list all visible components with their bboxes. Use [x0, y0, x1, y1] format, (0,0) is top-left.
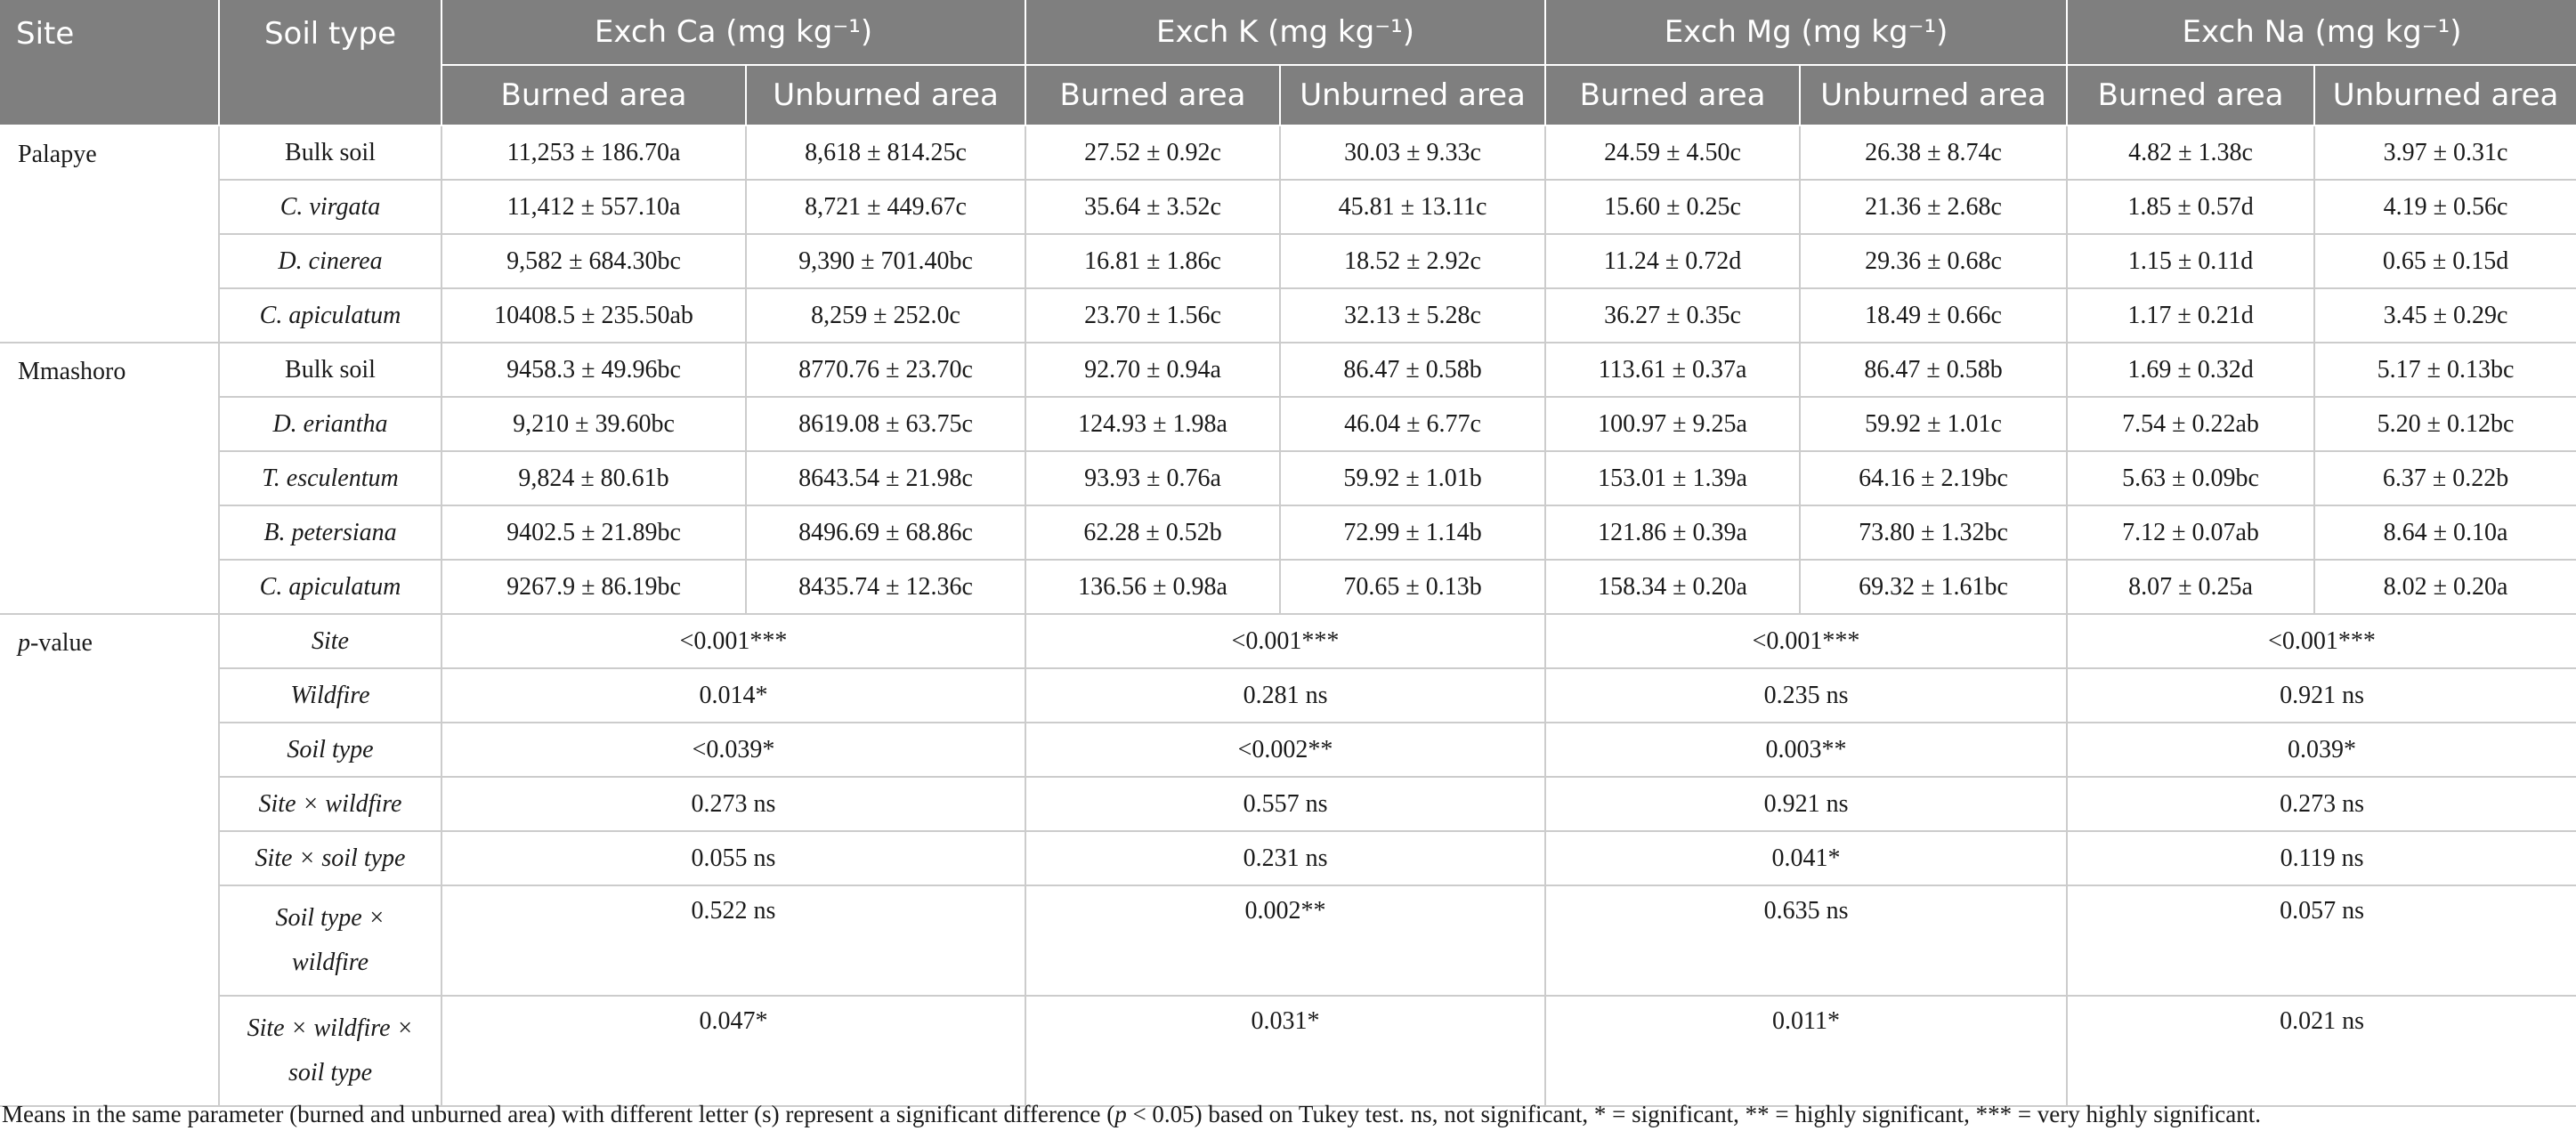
soil-type-cell: C. apiculatum — [219, 288, 441, 343]
pvalue-cell: 0.003** — [1545, 723, 2067, 777]
pvalue-cell: 0.057 ns — [2067, 885, 2576, 996]
value-cell: 11.24 ± 0.72d — [1545, 234, 1800, 288]
table-row — [0, 996, 2576, 1106]
value-cell: 86.47 ± 0.58b — [1280, 343, 1545, 397]
table-row — [0, 125, 2576, 180]
unburned-area-header: Unburned area — [746, 65, 1025, 125]
soil-type-cell: T. esculentum — [219, 451, 441, 505]
burned-area-header: Burned area — [2067, 65, 2314, 125]
value-cell: 32.13 ± 5.28c — [1280, 288, 1545, 343]
pvalue-cell: <0.039* — [441, 723, 1025, 777]
value-cell: 1.17 ± 0.21d — [2067, 288, 2314, 343]
value-cell: 9,210 ± 39.60bc — [441, 397, 746, 451]
factor-cell — [219, 668, 441, 723]
value-cell: 18.52 ± 2.92c — [1280, 234, 1545, 288]
value-cell: 5.17 ± 0.13bc — [2314, 343, 2576, 397]
value-cell: 158.34 ± 0.20a — [1545, 560, 1800, 614]
value-cell: 7.54 ± 0.22ab — [2067, 397, 2314, 451]
value-cell: 9,824 ± 80.61b — [441, 451, 746, 505]
value-cell: 30.03 ± 9.33c — [1280, 125, 1545, 180]
pvalue-label — [0, 614, 219, 1106]
footnote-text-after: < 0.05) based on Tukey test. ns, not significant, * = significant, ** = highly significant, *** = very highly significant. — [1126, 1101, 2261, 1127]
factor-cell — [219, 996, 441, 1106]
factor-cell — [219, 885, 441, 996]
footnote-p-symbol: p — [1114, 1101, 1127, 1127]
pvalue-cell: 0.522 ns — [441, 885, 1025, 996]
table-row — [0, 614, 2576, 668]
unburned-area-header: Unburned area — [2314, 65, 2576, 125]
value-cell: 8,259 ± 252.0c — [746, 288, 1025, 343]
value-cell: 18.49 ± 0.66c — [1800, 288, 2067, 343]
pvalue-cell: 0.921 ns — [2067, 668, 2576, 723]
burned-area-header: Burned area — [1545, 65, 1800, 125]
pvalue-cell: <0.002** — [1025, 723, 1545, 777]
value-cell: 7.12 ± 0.07ab — [2067, 505, 2314, 560]
pvalue-cell: 0.047* — [441, 996, 1025, 1106]
burned-area-header: Burned area — [441, 65, 746, 125]
table-row — [0, 885, 2576, 996]
value-cell: 1.69 ± 0.32d — [2067, 343, 2314, 397]
value-cell: 24.59 ± 4.50c — [1545, 125, 1800, 180]
soil-type-cell: D. cinerea — [219, 234, 441, 288]
value-cell: 70.65 ± 0.13b — [1280, 560, 1545, 614]
pvalue-cell: 0.281 ns — [1025, 668, 1545, 723]
table-row — [0, 560, 2576, 614]
table-body — [0, 125, 2576, 1106]
pvalue-cell: 0.014* — [441, 668, 1025, 723]
factor-label: Site × wildfire — [258, 789, 402, 818]
factor-label-cont: wildfire — [291, 949, 369, 976]
site-header: Site — [0, 0, 219, 125]
pvalue-cell: <0.001*** — [2067, 614, 2576, 668]
value-cell: 23.70 ± 1.56c — [1025, 288, 1280, 343]
table-row — [0, 777, 2576, 831]
pvalue-cell: <0.001*** — [441, 614, 1025, 668]
value-cell: 8496.69 ± 68.86c — [746, 505, 1025, 560]
pvalue-cell: 0.041* — [1545, 831, 2067, 885]
table-row — [0, 451, 2576, 505]
value-cell: 73.80 ± 1.32bc — [1800, 505, 2067, 560]
pvalue-cell: 0.557 ns — [1025, 777, 1545, 831]
soil-type-cell: D. eriantha — [219, 397, 441, 451]
unburned-area-header: Unburned area — [1280, 65, 1545, 125]
pvalue-cell: 0.635 ns — [1545, 885, 2067, 996]
value-cell: 0.65 ± 0.15d — [2314, 234, 2576, 288]
value-cell: 16.81 ± 1.86c — [1025, 234, 1280, 288]
value-cell: 3.45 ± 0.29c — [2314, 288, 2576, 343]
value-cell: 46.04 ± 6.77c — [1280, 397, 1545, 451]
pvalue-cell: 0.021 ns — [2067, 996, 2576, 1106]
value-cell: 153.01 ± 1.39a — [1545, 451, 1800, 505]
unburned-area-header: Unburned area — [1800, 65, 2067, 125]
value-cell: 1.85 ± 0.57d — [2067, 180, 2314, 234]
value-cell: 6.37 ± 0.22b — [2314, 451, 2576, 505]
burned-area-header: Burned area — [1025, 65, 1280, 125]
value-cell: 8643.54 ± 21.98c — [746, 451, 1025, 505]
value-cell: 3.97 ± 0.31c — [2314, 125, 2576, 180]
soil-type-header: Soil type — [219, 0, 441, 125]
pvalue-cell: 0.231 ns — [1025, 831, 1545, 885]
pvalue-cell: 0.055 ns — [441, 831, 1025, 885]
soil-type-cell: Bulk soil — [219, 125, 441, 180]
value-cell: 9458.3 ± 49.96bc — [441, 343, 746, 397]
pvalue-cell: 0.921 ns — [1545, 777, 2067, 831]
exch-k-header: Exch K (mg kg⁻¹) — [1025, 0, 1545, 65]
pvalue-cell: 0.011* — [1545, 996, 2067, 1106]
table-footnote — [2, 1101, 2261, 1128]
pvalue-cell: 0.031* — [1025, 996, 1545, 1106]
exch-ca-header: Exch Ca (mg kg⁻¹) — [441, 0, 1025, 65]
factor-label: Site × wildfire × — [247, 1014, 414, 1042]
factor-cell — [219, 614, 441, 668]
value-cell: 8,618 ± 814.25c — [746, 125, 1025, 180]
pvalue-cell: 0.273 ns — [441, 777, 1025, 831]
value-cell: 100.97 ± 9.25a — [1545, 397, 1800, 451]
factor-label: Site — [312, 626, 349, 655]
factor-label: Soil type — [287, 735, 374, 763]
pvalue-cell: 0.039* — [2067, 723, 2576, 777]
value-cell: 4.82 ± 1.38c — [2067, 125, 2314, 180]
value-cell: 8435.74 ± 12.36c — [746, 560, 1025, 614]
value-cell: 136.56 ± 0.98a — [1025, 560, 1280, 614]
table-row — [0, 668, 2576, 723]
value-cell: 9,390 ± 701.40bc — [746, 234, 1025, 288]
value-cell: 9,582 ± 684.30bc — [441, 234, 746, 288]
factor-label: Soil type × — [275, 904, 385, 932]
table-row — [0, 505, 2576, 560]
value-cell: 64.16 ± 2.19bc — [1800, 451, 2067, 505]
factor-label: Site × soil type — [255, 844, 406, 872]
value-cell: 8.02 ± 0.20a — [2314, 560, 2576, 614]
value-cell: 4.19 ± 0.56c — [2314, 180, 2576, 234]
factor-cell — [219, 723, 441, 777]
value-cell: 113.61 ± 0.37a — [1545, 343, 1800, 397]
value-cell: 93.93 ± 0.76a — [1025, 451, 1280, 505]
pvalue-cell: 0.235 ns — [1545, 668, 2067, 723]
table-row — [0, 343, 2576, 397]
value-cell: 8.07 ± 0.25a — [2067, 560, 2314, 614]
table-row — [0, 288, 2576, 343]
table-row — [0, 234, 2576, 288]
value-cell: 1.15 ± 0.11d — [2067, 234, 2314, 288]
value-cell: 59.92 ± 1.01b — [1280, 451, 1545, 505]
footnote-text-before: Means in the same parameter (burned and unburned area) with different letter (s) represent a significant difference ( — [2, 1101, 1115, 1127]
value-cell: 10408.5 ± 235.50ab — [441, 288, 746, 343]
value-cell: 59.92 ± 1.01c — [1800, 397, 2067, 451]
value-cell: 124.93 ± 1.98a — [1025, 397, 1280, 451]
factor-cell — [219, 777, 441, 831]
value-cell: 35.64 ± 3.52c — [1025, 180, 1280, 234]
soil-type-cell: C. apiculatum — [219, 560, 441, 614]
pvalue-cell: 0.002** — [1025, 885, 1545, 996]
factor-label: Wildfire — [290, 681, 370, 709]
value-cell: 8619.08 ± 63.75c — [746, 397, 1025, 451]
value-cell: 11,412 ± 557.10a — [441, 180, 746, 234]
value-cell: 26.38 ± 8.74c — [1800, 125, 2067, 180]
value-cell: 5.63 ± 0.09bc — [2067, 451, 2314, 505]
value-cell: 27.52 ± 0.92c — [1025, 125, 1280, 180]
table-row — [0, 180, 2576, 234]
pvalue-cell: 0.273 ns — [2067, 777, 2576, 831]
table-row — [0, 831, 2576, 885]
value-cell: 72.99 ± 1.14b — [1280, 505, 1545, 560]
value-cell: 69.32 ± 1.61bc — [1800, 560, 2067, 614]
value-cell: 86.47 ± 0.58b — [1800, 343, 2067, 397]
soil-type-cell: B. petersiana — [219, 505, 441, 560]
value-cell: 8.64 ± 0.10a — [2314, 505, 2576, 560]
value-cell: 45.81 ± 13.11c — [1280, 180, 1545, 234]
exch-na-header: Exch Na (mg kg⁻¹) — [2067, 0, 2576, 65]
site-name: Palapye — [0, 125, 219, 343]
value-cell: 62.28 ± 0.52b — [1025, 505, 1280, 560]
value-cell: 21.36 ± 2.68c — [1800, 180, 2067, 234]
value-cell: 9402.5 ± 21.89bc — [441, 505, 746, 560]
value-cell: 121.86 ± 0.39a — [1545, 505, 1800, 560]
pvalue-cell: 0.119 ns — [2067, 831, 2576, 885]
value-cell: 8770.76 ± 23.70c — [746, 343, 1025, 397]
value-cell: 11,253 ± 186.70a — [441, 125, 746, 180]
pvalue-label-p: p — [18, 629, 30, 657]
value-cell: 5.20 ± 0.12bc — [2314, 397, 2576, 451]
soil-type-cell: C. virgata — [219, 180, 441, 234]
factor-cell — [219, 831, 441, 885]
pvalue-cell: <0.001*** — [1545, 614, 2067, 668]
pvalue-label-rest: -value — [30, 629, 93, 657]
value-cell: 36.27 ± 0.35c — [1545, 288, 1800, 343]
table-row — [0, 723, 2576, 777]
soil-type-cell: Bulk soil — [219, 343, 441, 397]
value-cell: 29.36 ± 0.68c — [1800, 234, 2067, 288]
site-name: Mmashoro — [0, 343, 219, 614]
value-cell: 8,721 ± 449.67c — [746, 180, 1025, 234]
table-row — [0, 397, 2576, 451]
pvalue-cell: <0.001*** — [1025, 614, 1545, 668]
exch-mg-header: Exch Mg (mg kg⁻¹) — [1545, 0, 2067, 65]
value-cell: 9267.9 ± 86.19bc — [441, 560, 746, 614]
factor-label-cont: soil type — [288, 1059, 373, 1086]
value-cell: 92.70 ± 0.94a — [1025, 343, 1280, 397]
value-cell: 15.60 ± 0.25c — [1545, 180, 1800, 234]
